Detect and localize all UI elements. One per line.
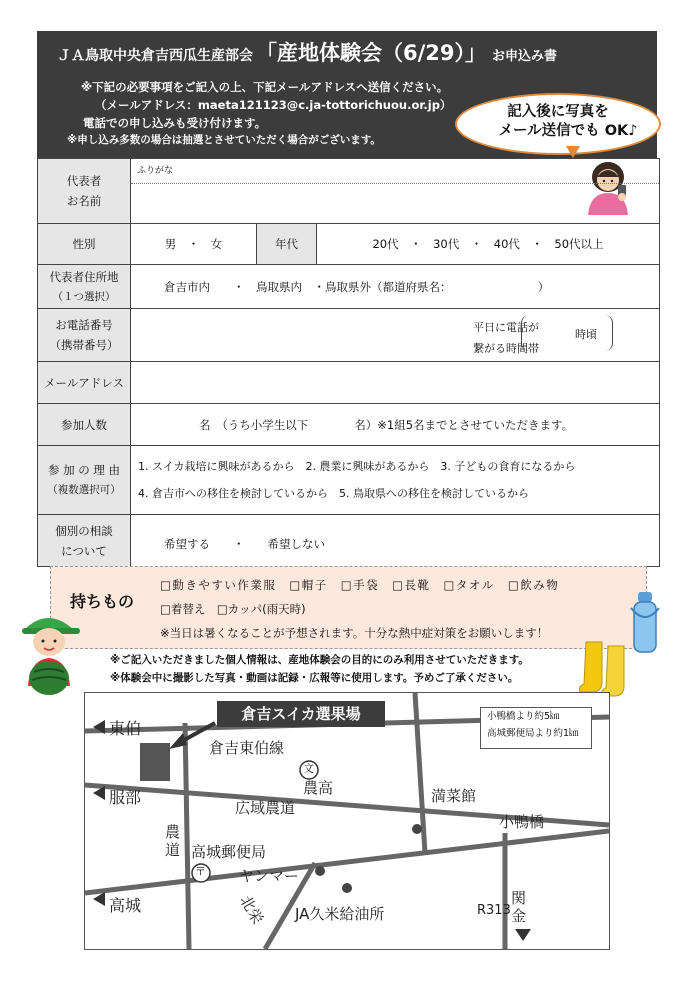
- items-title: 持ちもの: [70, 592, 135, 611]
- distance-box: [480, 707, 592, 749]
- label-yanmar: ヤンマー: [239, 867, 299, 885]
- label-noudo: 農道: [165, 823, 181, 859]
- label-kouiki: 広域農道: [235, 799, 296, 817]
- count-label: 参加人数: [38, 404, 131, 446]
- form-title: [57, 37, 557, 67]
- phone-hours-note: 平日に電話が 繋がる時間帯: [473, 321, 540, 355]
- furigana-divider: [131, 183, 659, 184]
- ja-dot: [342, 883, 352, 893]
- distance-ogamobashi: 小鴨橋より約5㎞: [487, 711, 560, 722]
- row-address: [38, 265, 660, 309]
- count-field[interactable]: 名 （うち小学生以下 名）※1組5名までとさせていただきます。: [131, 404, 660, 446]
- email-field[interactable]: [131, 362, 660, 404]
- label-hokuei: 北栄: [236, 892, 267, 928]
- label-tohaku-line: 倉吉東伯線: [209, 739, 285, 757]
- yanmar-dot: [315, 866, 325, 876]
- school-icon: 文: [303, 762, 314, 775]
- row-count: [38, 404, 660, 446]
- row-gender: [38, 224, 660, 265]
- road-nodo: [185, 723, 189, 949]
- age-options[interactable]: 20代 ・ 30代 ・ 40代 ・ 50代以上: [317, 224, 660, 265]
- label-ogamobashi: 小鴨橋: [499, 813, 545, 831]
- row-reason: [38, 446, 660, 515]
- email-address-line: （メールアドレス：maeta121123@c.ja-tottorichuou.or.jp）: [95, 98, 452, 112]
- distance-yubin: 高城郵便局より約1㎞: [487, 728, 579, 739]
- instruction-line-1: ※下記の必要事項をご記入の上、下記メールアドレスへ送信ください。: [81, 80, 449, 94]
- bubble-line-2: メール送信でも OK♪: [498, 123, 638, 139]
- sorting-facility-block: [140, 743, 170, 781]
- phone-time-suffix: 時頃: [575, 328, 598, 341]
- email-label: メールアドレス: [38, 362, 131, 404]
- title-suffix: お申込み書: [492, 49, 558, 64]
- access-map: [84, 692, 610, 950]
- row-consult: [38, 515, 660, 567]
- label-nouko: 農高: [303, 779, 334, 797]
- label-tohaku: 東伯: [109, 719, 142, 738]
- phone-field[interactable]: [131, 309, 660, 362]
- row-email: [38, 362, 660, 404]
- phone-accept-line: 電話での申し込みも受け付けます。: [83, 116, 267, 130]
- mansaikan-dot: [412, 824, 422, 834]
- speech-bubble: [455, 93, 661, 155]
- label-r313: R313: [477, 903, 511, 918]
- photo-note: ※体験会中に撮影した写真・動画は記録・広報等に使用します。予めご了承ください。: [110, 672, 519, 684]
- bubble-line-1: 記入後に写真を: [507, 104, 609, 120]
- application-form: [37, 158, 660, 567]
- label-yubin: 高城郵便局: [191, 843, 267, 861]
- reason-label: 参 加 の 理 由 （複数選択可）: [38, 446, 131, 515]
- row-phone: [38, 309, 660, 362]
- label-hattori: 服部: [109, 788, 142, 807]
- event-name: 「産地体験会（6/29）」: [256, 41, 487, 65]
- phone-label: お電話番号 （携帯番号）: [38, 309, 131, 362]
- label-mansaikan: 満菜館: [431, 787, 477, 805]
- gender-options[interactable]: 男 ・ 女: [131, 224, 257, 265]
- org-name: ＪＡ鳥取中央倉吉西瓜生産部会: [57, 48, 253, 64]
- gender-label: 性別: [38, 224, 131, 265]
- label-sekigane: 関金: [511, 889, 527, 925]
- age-label: 年代: [257, 224, 317, 265]
- lottery-note: ※申し込み多数の場合は抽選とさせていただく場合がございます。: [67, 134, 381, 146]
- name-field[interactable]: [131, 159, 660, 224]
- phone-hours-bracket: [521, 315, 613, 351]
- address-label: 代表者住所地 （１つ選択）: [38, 265, 131, 309]
- privacy-note: ※ご記入いただきました個人情報は、産地体験会の目的にのみ利用させていただきます。: [110, 654, 529, 666]
- consult-options[interactable]: 希望する ・ 希望しない: [131, 515, 660, 567]
- consult-label: 個別の相談 について: [38, 515, 131, 567]
- arrow-sekigane: [515, 929, 531, 941]
- boy-with-watermelon-icon: [18, 606, 84, 696]
- name-label: 代表者 お名前: [38, 159, 131, 224]
- items-line-1: □動きやすい作業服 □帽子 □手袋 □長靴 □タオル □飲み物: [160, 578, 560, 592]
- label-ja: JA久米給油所: [295, 905, 385, 923]
- items-to-bring-box: [50, 566, 647, 649]
- label-takashiro: 高城: [109, 896, 142, 915]
- reason-line-1: 1. スイカ栽培に興味があるから 2. 農業に興味があるから 3. 子どもの食育になるから: [138, 460, 576, 473]
- heat-warning: ※当日は暑くなることが予想されます。十分な熱中症対策をお願いします！: [160, 626, 549, 640]
- bubble-text: [457, 103, 659, 141]
- rain-boots-icon: [578, 640, 638, 698]
- row-name: [38, 159, 660, 224]
- reason-options[interactable]: [131, 446, 660, 515]
- map-facility-title: 倉吉スイカ選果場: [217, 701, 385, 727]
- items-line-2: □着替え □カッパ(雨天時): [160, 602, 306, 616]
- reason-line-2: 4. 倉吉市への移住を検討しているから 5. 鳥取県への移住を検討しているから: [138, 487, 529, 500]
- furigana-label: ふりがな: [137, 166, 174, 176]
- post-office-icon: 〒: [195, 865, 206, 878]
- address-options[interactable]: 倉吉市内 ・ 鳥取県内 ・鳥取県外（都道府県名： ）: [131, 265, 660, 309]
